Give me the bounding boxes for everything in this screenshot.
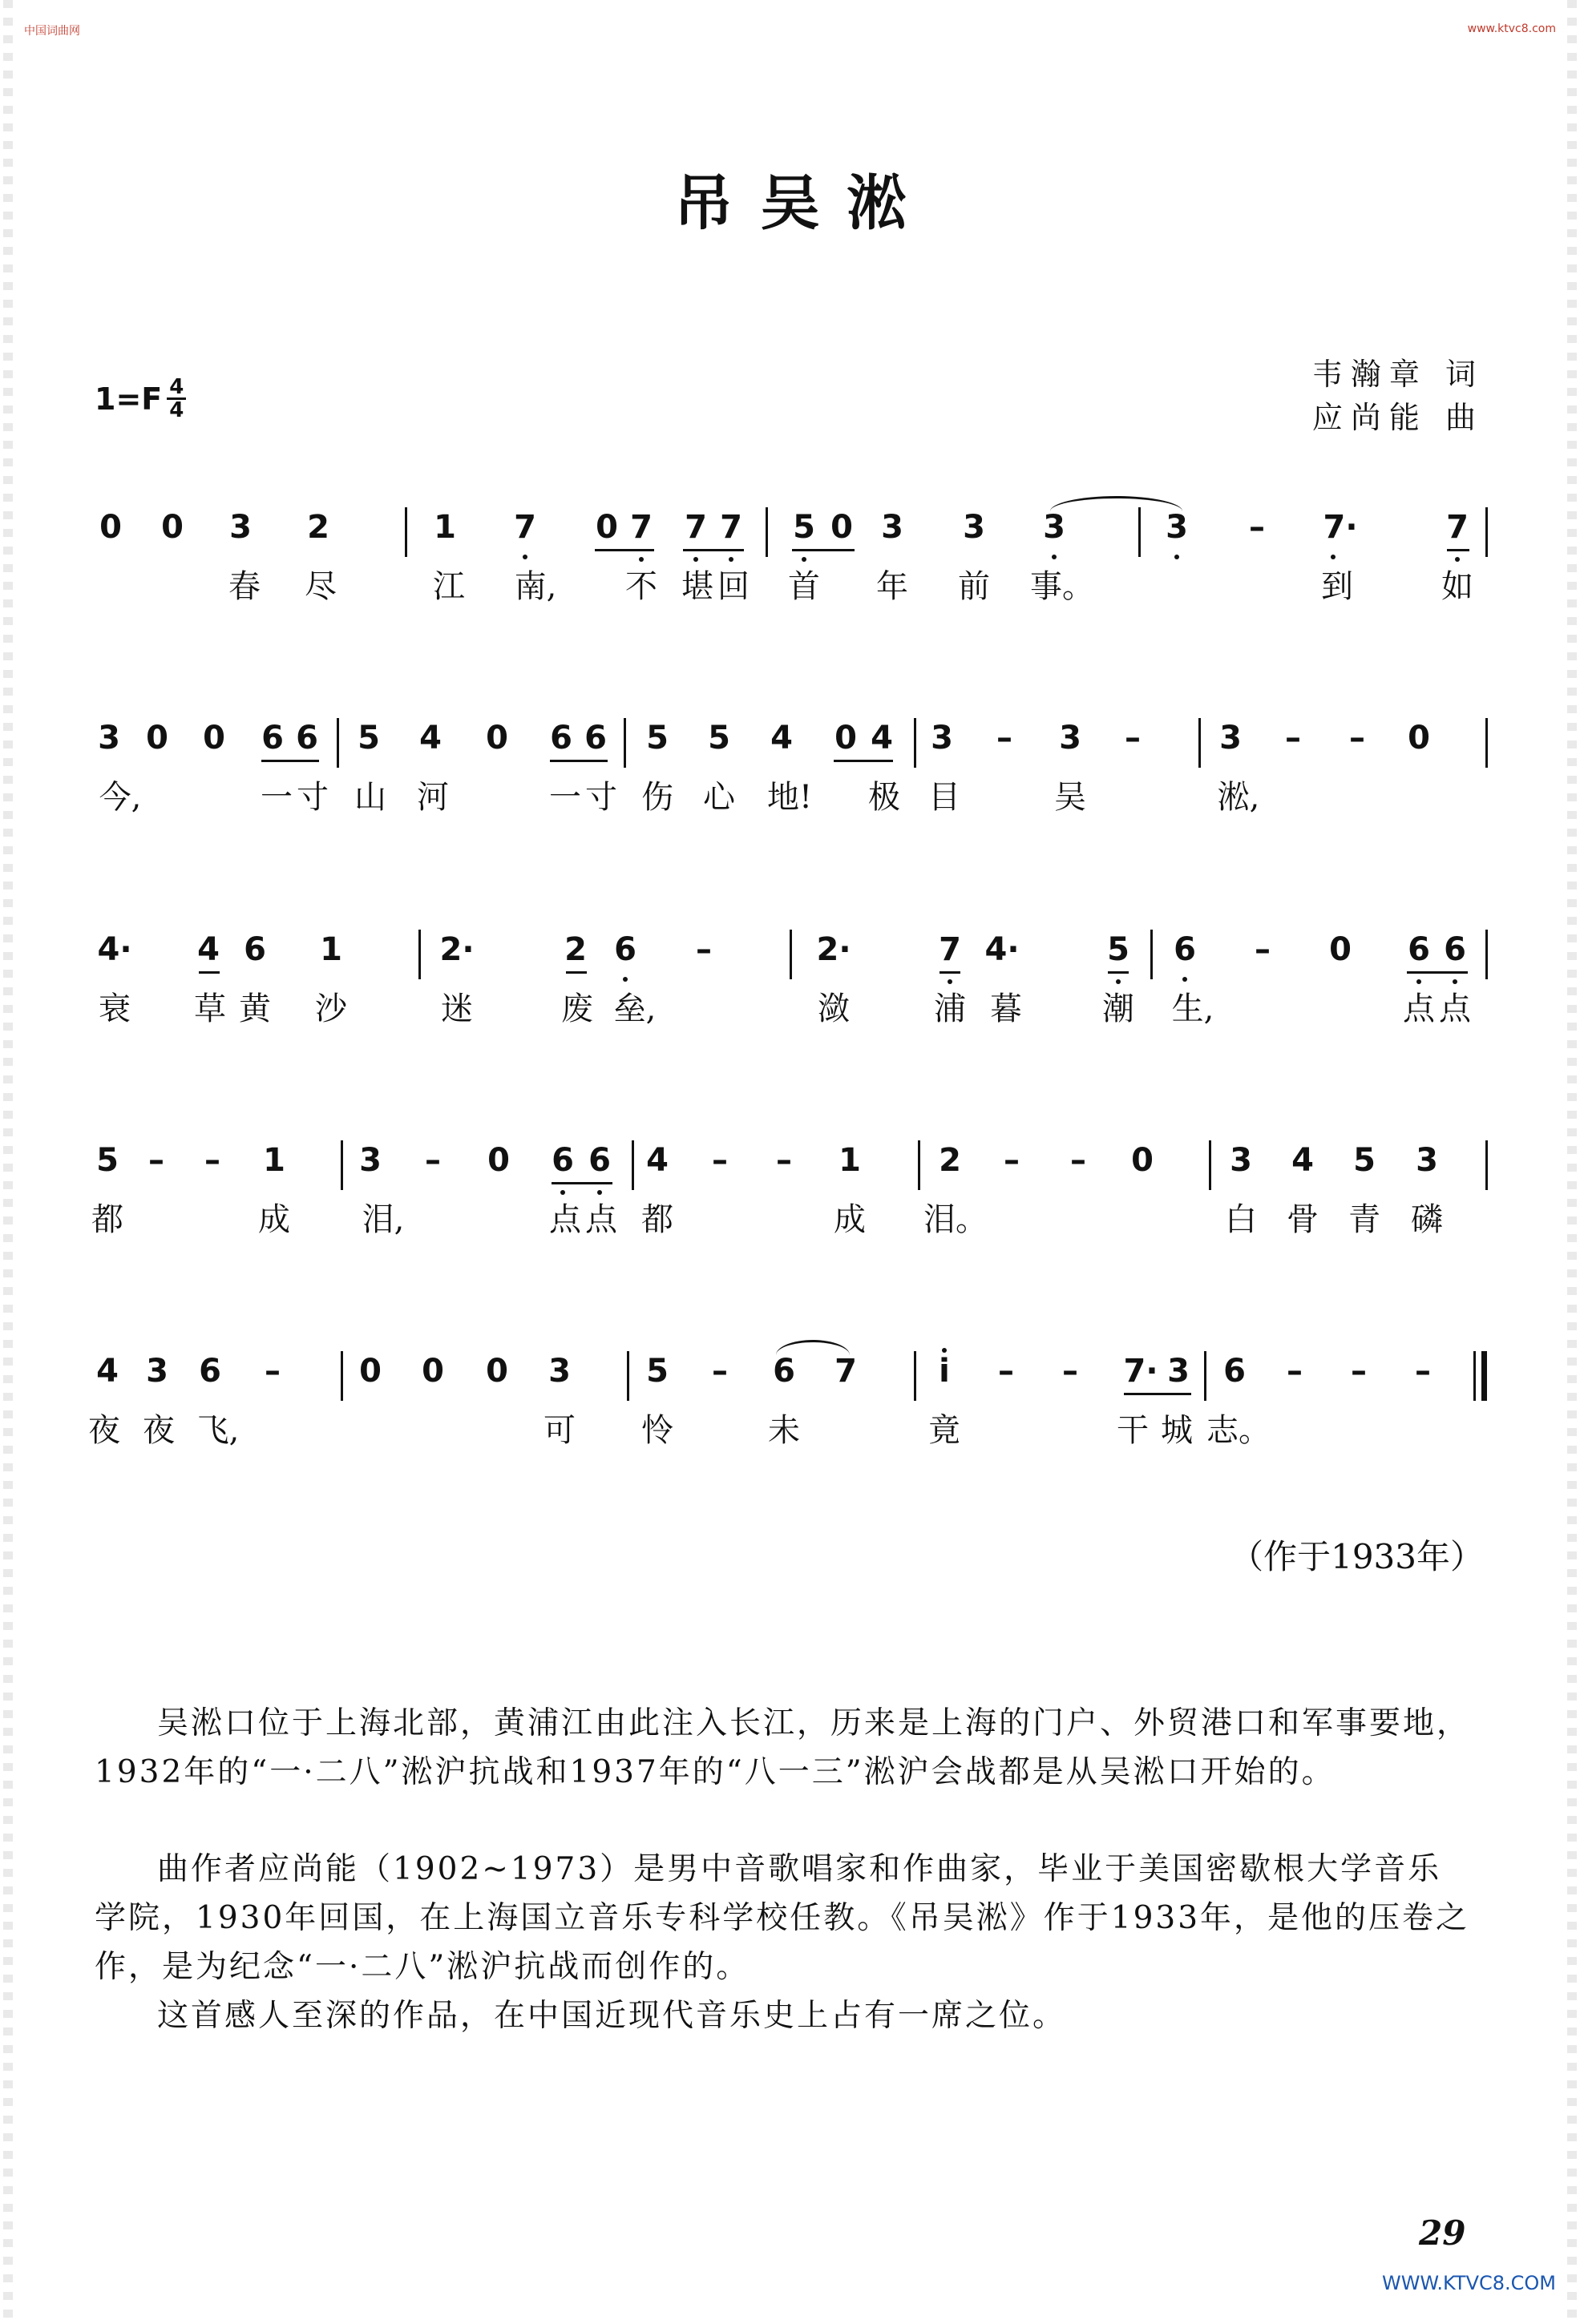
note: 3 — [229, 509, 252, 546]
lyric: 都 — [641, 1201, 673, 1238]
note: – — [1070, 1142, 1086, 1179]
note: 5 — [1353, 1142, 1376, 1179]
note: 2 — [939, 1142, 961, 1179]
lyric: 尽 — [305, 568, 337, 605]
lyric: 暮 — [990, 991, 1022, 1027]
eighth-underline — [683, 549, 744, 551]
note: 7 — [834, 1353, 857, 1390]
barline — [1138, 507, 1141, 557]
note: 0 — [146, 720, 168, 757]
note: 0 — [203, 720, 225, 757]
high-octave-dot — [942, 1348, 947, 1353]
note: 4 — [419, 720, 442, 757]
barline — [1485, 507, 1488, 557]
note: 5 — [708, 720, 730, 757]
note: – — [1249, 509, 1265, 546]
note: 2 — [564, 931, 587, 968]
note: 6 — [552, 1142, 574, 1179]
low-octave-dot — [802, 557, 806, 562]
lyric: 今, — [99, 779, 142, 816]
barline — [914, 718, 916, 768]
lyric: 淞, — [1217, 779, 1260, 816]
barline — [418, 930, 421, 979]
lyric: 地! — [766, 779, 813, 816]
lyric: 潮 — [1102, 991, 1134, 1027]
note: 1 — [434, 509, 456, 546]
score-line-2 — [0, 720, 1580, 832]
lyric: 可 — [544, 1412, 576, 1449]
low-octave-dot — [560, 1190, 565, 1195]
barline — [1204, 1351, 1206, 1401]
lyric: 草 — [194, 991, 226, 1027]
note: 5 — [646, 1353, 669, 1390]
low-octave-dot — [1116, 979, 1121, 984]
note: 3 — [1416, 1142, 1438, 1179]
time-sig-bottom: 4 — [169, 398, 184, 422]
note: 0 — [161, 509, 184, 546]
lyric: 如 — [1441, 568, 1473, 605]
note: 3 — [98, 720, 120, 757]
score-line-4 — [0, 1142, 1580, 1254]
barline — [341, 1351, 343, 1401]
lyric: 点 — [1439, 991, 1471, 1027]
lyric: 志。 — [1206, 1412, 1271, 1449]
lyric: 河 — [417, 779, 449, 816]
low-octave-dot — [1416, 979, 1421, 984]
note: 4 — [770, 720, 793, 757]
note: 5 — [646, 720, 669, 757]
lyric: 堪 — [681, 568, 713, 605]
note: – — [1415, 1353, 1431, 1390]
note: 0 — [1408, 720, 1430, 757]
note: 3 — [548, 1353, 571, 1390]
lyric: 白 — [1225, 1201, 1257, 1238]
note: – — [1349, 720, 1365, 757]
note: – — [1125, 720, 1141, 757]
note: 7 — [720, 509, 742, 546]
composition-year-note: （作于1933年） — [1230, 1537, 1484, 1576]
note: – — [1287, 1353, 1303, 1390]
low-octave-dot — [1455, 557, 1460, 562]
description-paragraph-3: 这首感人至深的作品，在中国近现代音乐史上占有一席之位。 — [157, 1998, 1067, 2034]
lyric: 衰 — [99, 991, 131, 1027]
lyric: 点 — [585, 1201, 617, 1238]
low-octave-dot — [523, 555, 527, 559]
barline — [790, 930, 792, 979]
note: 0 — [830, 509, 853, 546]
note: 0 — [487, 1142, 510, 1179]
lyric: 心 — [703, 779, 735, 816]
note: – — [696, 931, 712, 968]
note: 6 — [296, 720, 318, 757]
sixteenth-underline — [199, 971, 220, 974]
description-paragraph-2: 曲作者应尚能（1902~1973）是男中音歌唱家和作曲家，毕业于美国密歇根大学音乐学院，1930年回国，在上海国立音乐专科学校任教。《吊吴淞》作于1933年，是他的压卷之作，是为纪念“一·二八”淞沪抗战而创作的。 — [95, 1851, 1470, 1985]
low-octave-dot — [1331, 555, 1336, 559]
eighth-underline — [1124, 1393, 1191, 1395]
lyric: 城 — [1161, 1412, 1193, 1449]
note: 4 — [96, 1353, 119, 1390]
note: 6 — [614, 931, 636, 968]
barline — [1485, 1140, 1488, 1190]
low-octave-dot — [948, 979, 952, 984]
low-octave-dot — [597, 1190, 602, 1195]
note: 6 — [244, 931, 266, 968]
barline — [1209, 1140, 1211, 1190]
note: 4· — [97, 931, 132, 968]
lyric: 泪。 — [923, 1201, 988, 1238]
sixteenth-underline — [1447, 549, 1469, 551]
note: – — [425, 1142, 441, 1179]
note: 3 — [359, 1142, 382, 1179]
note: 0 — [1329, 931, 1352, 968]
note: 2 — [307, 509, 329, 546]
eighth-underline — [261, 760, 319, 762]
lyric: 生, — [1171, 991, 1214, 1027]
score-line-1 — [0, 509, 1580, 621]
lyric: 干 — [1117, 1412, 1149, 1449]
score-line-3 — [0, 931, 1580, 1043]
lyric: 吴 — [1054, 779, 1086, 816]
song-title: 吊吴淞 — [673, 169, 934, 238]
low-octave-dot — [729, 557, 733, 562]
note: 0 — [596, 509, 618, 546]
note: 7 — [939, 931, 961, 968]
note: 0 — [359, 1353, 382, 1390]
note: 3 — [1167, 1353, 1190, 1390]
lyric: 不 — [625, 568, 657, 605]
sixteenth-underline — [566, 971, 587, 974]
low-octave-dot — [1453, 979, 1457, 984]
note: 7 — [685, 509, 707, 546]
note: 3 — [1166, 509, 1188, 546]
lyric: 事。 — [1030, 568, 1094, 605]
barline — [337, 718, 339, 768]
note: 1 — [838, 1142, 861, 1179]
key-label: 1=F — [95, 381, 163, 417]
note: 2· — [439, 931, 475, 968]
note: 5 — [793, 509, 815, 546]
site-watermark-bottom: WWW.KTVC8.COM — [1381, 2272, 1556, 2294]
sixteenth-underline — [1108, 971, 1129, 974]
site-watermark-left: 中国词曲网 — [24, 25, 80, 38]
lyric: 都 — [91, 1201, 123, 1238]
lyric: 怜 — [641, 1412, 673, 1449]
note: 3 — [1219, 720, 1242, 757]
tie-slur — [1050, 496, 1182, 511]
lyric: 骨 — [1287, 1201, 1319, 1238]
barline — [405, 507, 407, 557]
barline — [918, 1140, 920, 1190]
note: – — [148, 1142, 164, 1179]
lyric: 首 — [788, 568, 820, 605]
time-signature — [167, 377, 186, 421]
lyric: 飞, — [196, 1412, 240, 1449]
note: 1 — [320, 931, 342, 968]
note: 7· — [1123, 1353, 1158, 1390]
note: 4· — [984, 931, 1020, 968]
note: 6 — [550, 720, 572, 757]
barline — [1485, 930, 1488, 979]
note: 0 — [422, 1353, 444, 1390]
lyric: 山 — [354, 779, 386, 816]
lyric: 泪, — [362, 1201, 405, 1238]
note: – — [1062, 1353, 1078, 1390]
score-line-5 — [0, 1353, 1580, 1465]
lyric: 迷 — [441, 991, 473, 1027]
eighth-underline — [550, 760, 608, 762]
note: – — [1351, 1353, 1367, 1390]
note: 7 — [630, 509, 653, 546]
lyric: 伤 — [641, 779, 673, 816]
low-octave-dot — [693, 557, 698, 562]
lyric: 潋 — [818, 991, 850, 1027]
note: i — [939, 1353, 950, 1390]
lyric: 目 — [928, 779, 960, 816]
low-octave-dot — [1174, 555, 1179, 559]
lyric: 前 — [958, 568, 990, 605]
note: 6 — [1408, 931, 1430, 968]
page-number: 29 — [1419, 2213, 1466, 2253]
lyric: 黄 — [239, 991, 271, 1027]
note: – — [1285, 720, 1301, 757]
low-octave-dot — [1182, 977, 1187, 982]
note: 6 — [261, 720, 284, 757]
note: 4 — [1291, 1142, 1314, 1179]
lyric: 一 — [549, 779, 581, 816]
note: 6 — [584, 720, 607, 757]
note: 7· — [1323, 509, 1358, 546]
key-signature — [95, 377, 186, 421]
lyric: 废 — [561, 991, 593, 1027]
note: 6 — [588, 1142, 611, 1179]
note: 3 — [146, 1353, 168, 1390]
note: – — [204, 1142, 220, 1179]
note: 6 — [1223, 1353, 1246, 1390]
note: 6 — [1174, 931, 1196, 968]
lyric: 未 — [768, 1412, 800, 1449]
lyric: 回 — [717, 568, 750, 605]
eighth-underline — [792, 549, 855, 551]
lyric: 浦 — [934, 991, 966, 1027]
lyric: 夜 — [143, 1412, 175, 1449]
note: – — [776, 1142, 792, 1179]
note: 5 — [1107, 931, 1129, 968]
lyric: 成 — [834, 1201, 866, 1238]
eighth-underline — [595, 549, 654, 551]
time-sig-top: 4 — [169, 375, 184, 399]
lyric: 江 — [433, 568, 465, 605]
note: 4 — [871, 720, 893, 757]
note: 3 — [963, 509, 985, 546]
barline — [1150, 930, 1153, 979]
eighth-underline — [834, 760, 893, 762]
credits — [1312, 353, 1484, 439]
note: 3 — [881, 509, 903, 546]
note: – — [998, 1353, 1014, 1390]
lyric: 寸 — [585, 779, 617, 816]
note: 0 — [486, 720, 508, 757]
barline — [1198, 718, 1201, 768]
low-octave-dot — [1052, 555, 1057, 559]
note: 0 — [1131, 1142, 1154, 1179]
note: 7 — [514, 509, 536, 546]
lyric: 寸 — [297, 779, 329, 816]
note: 3 — [1059, 720, 1081, 757]
note: 6 — [199, 1353, 221, 1390]
lyric: 极 — [868, 779, 900, 816]
barline — [914, 1351, 916, 1401]
note: 0 — [99, 509, 122, 546]
lyric: 到 — [1321, 568, 1353, 605]
barline — [341, 1140, 343, 1190]
lyric: 点 — [1403, 991, 1435, 1027]
note: 6 — [773, 1353, 795, 1390]
lyric: 春 — [228, 568, 261, 605]
note: 0 — [834, 720, 857, 757]
note: – — [1255, 931, 1271, 968]
barline — [1485, 718, 1488, 768]
lyric: 垒, — [613, 991, 657, 1027]
lyric: 磷 — [1411, 1201, 1443, 1238]
eighth-underline — [552, 1182, 612, 1184]
lyricist-credit: 韦瀚章 词 — [1311, 357, 1484, 392]
site-watermark-right: www.ktvc8.com — [1467, 22, 1556, 35]
note: 6 — [1444, 931, 1466, 968]
note: – — [712, 1353, 728, 1390]
sixteenth-underline — [940, 971, 960, 974]
note: 7 — [1446, 509, 1469, 546]
eighth-underline — [1407, 971, 1468, 974]
final-barline-thick — [1481, 1351, 1487, 1401]
note: – — [1004, 1142, 1020, 1179]
lyric: 青 — [1348, 1201, 1380, 1238]
final-barline-thin — [1473, 1351, 1476, 1401]
low-octave-dot — [623, 977, 628, 982]
note: 2· — [816, 931, 851, 968]
note: – — [712, 1142, 728, 1179]
barline — [624, 718, 626, 768]
lyric: 一 — [261, 779, 293, 816]
note: 3 — [1043, 509, 1065, 546]
barline — [766, 507, 768, 557]
lyric: 夜 — [88, 1412, 120, 1449]
lyric: 成 — [258, 1201, 290, 1238]
note: 5 — [96, 1142, 119, 1179]
lyric: 点 — [549, 1201, 581, 1238]
lyric: 南, — [514, 568, 557, 605]
composer-credit: 应尚能 曲 — [1311, 400, 1484, 435]
note: 0 — [486, 1353, 508, 1390]
barline — [632, 1140, 634, 1190]
note: 3 — [931, 720, 953, 757]
note: – — [996, 720, 1012, 757]
note: 4 — [646, 1142, 669, 1179]
description-paragraph-1: 吴淞口位于上海北部，黄浦江由此注入长江，历来是上海的门户、外贸港口和军事要地，1932年的“一·二八”淞沪抗战和1937年的“八一三”淞沪会战都是从吴淞口开始的。 — [95, 1705, 1471, 1790]
lyric: 沙 — [315, 991, 347, 1027]
note: – — [265, 1353, 281, 1390]
note: 5 — [358, 720, 380, 757]
note: 3 — [1230, 1142, 1252, 1179]
low-octave-dot — [639, 557, 644, 562]
lyric: 年 — [876, 568, 908, 605]
note: 1 — [263, 1142, 285, 1179]
note: 4 — [197, 931, 220, 968]
lyric: 竟 — [928, 1412, 960, 1449]
barline — [627, 1351, 629, 1401]
